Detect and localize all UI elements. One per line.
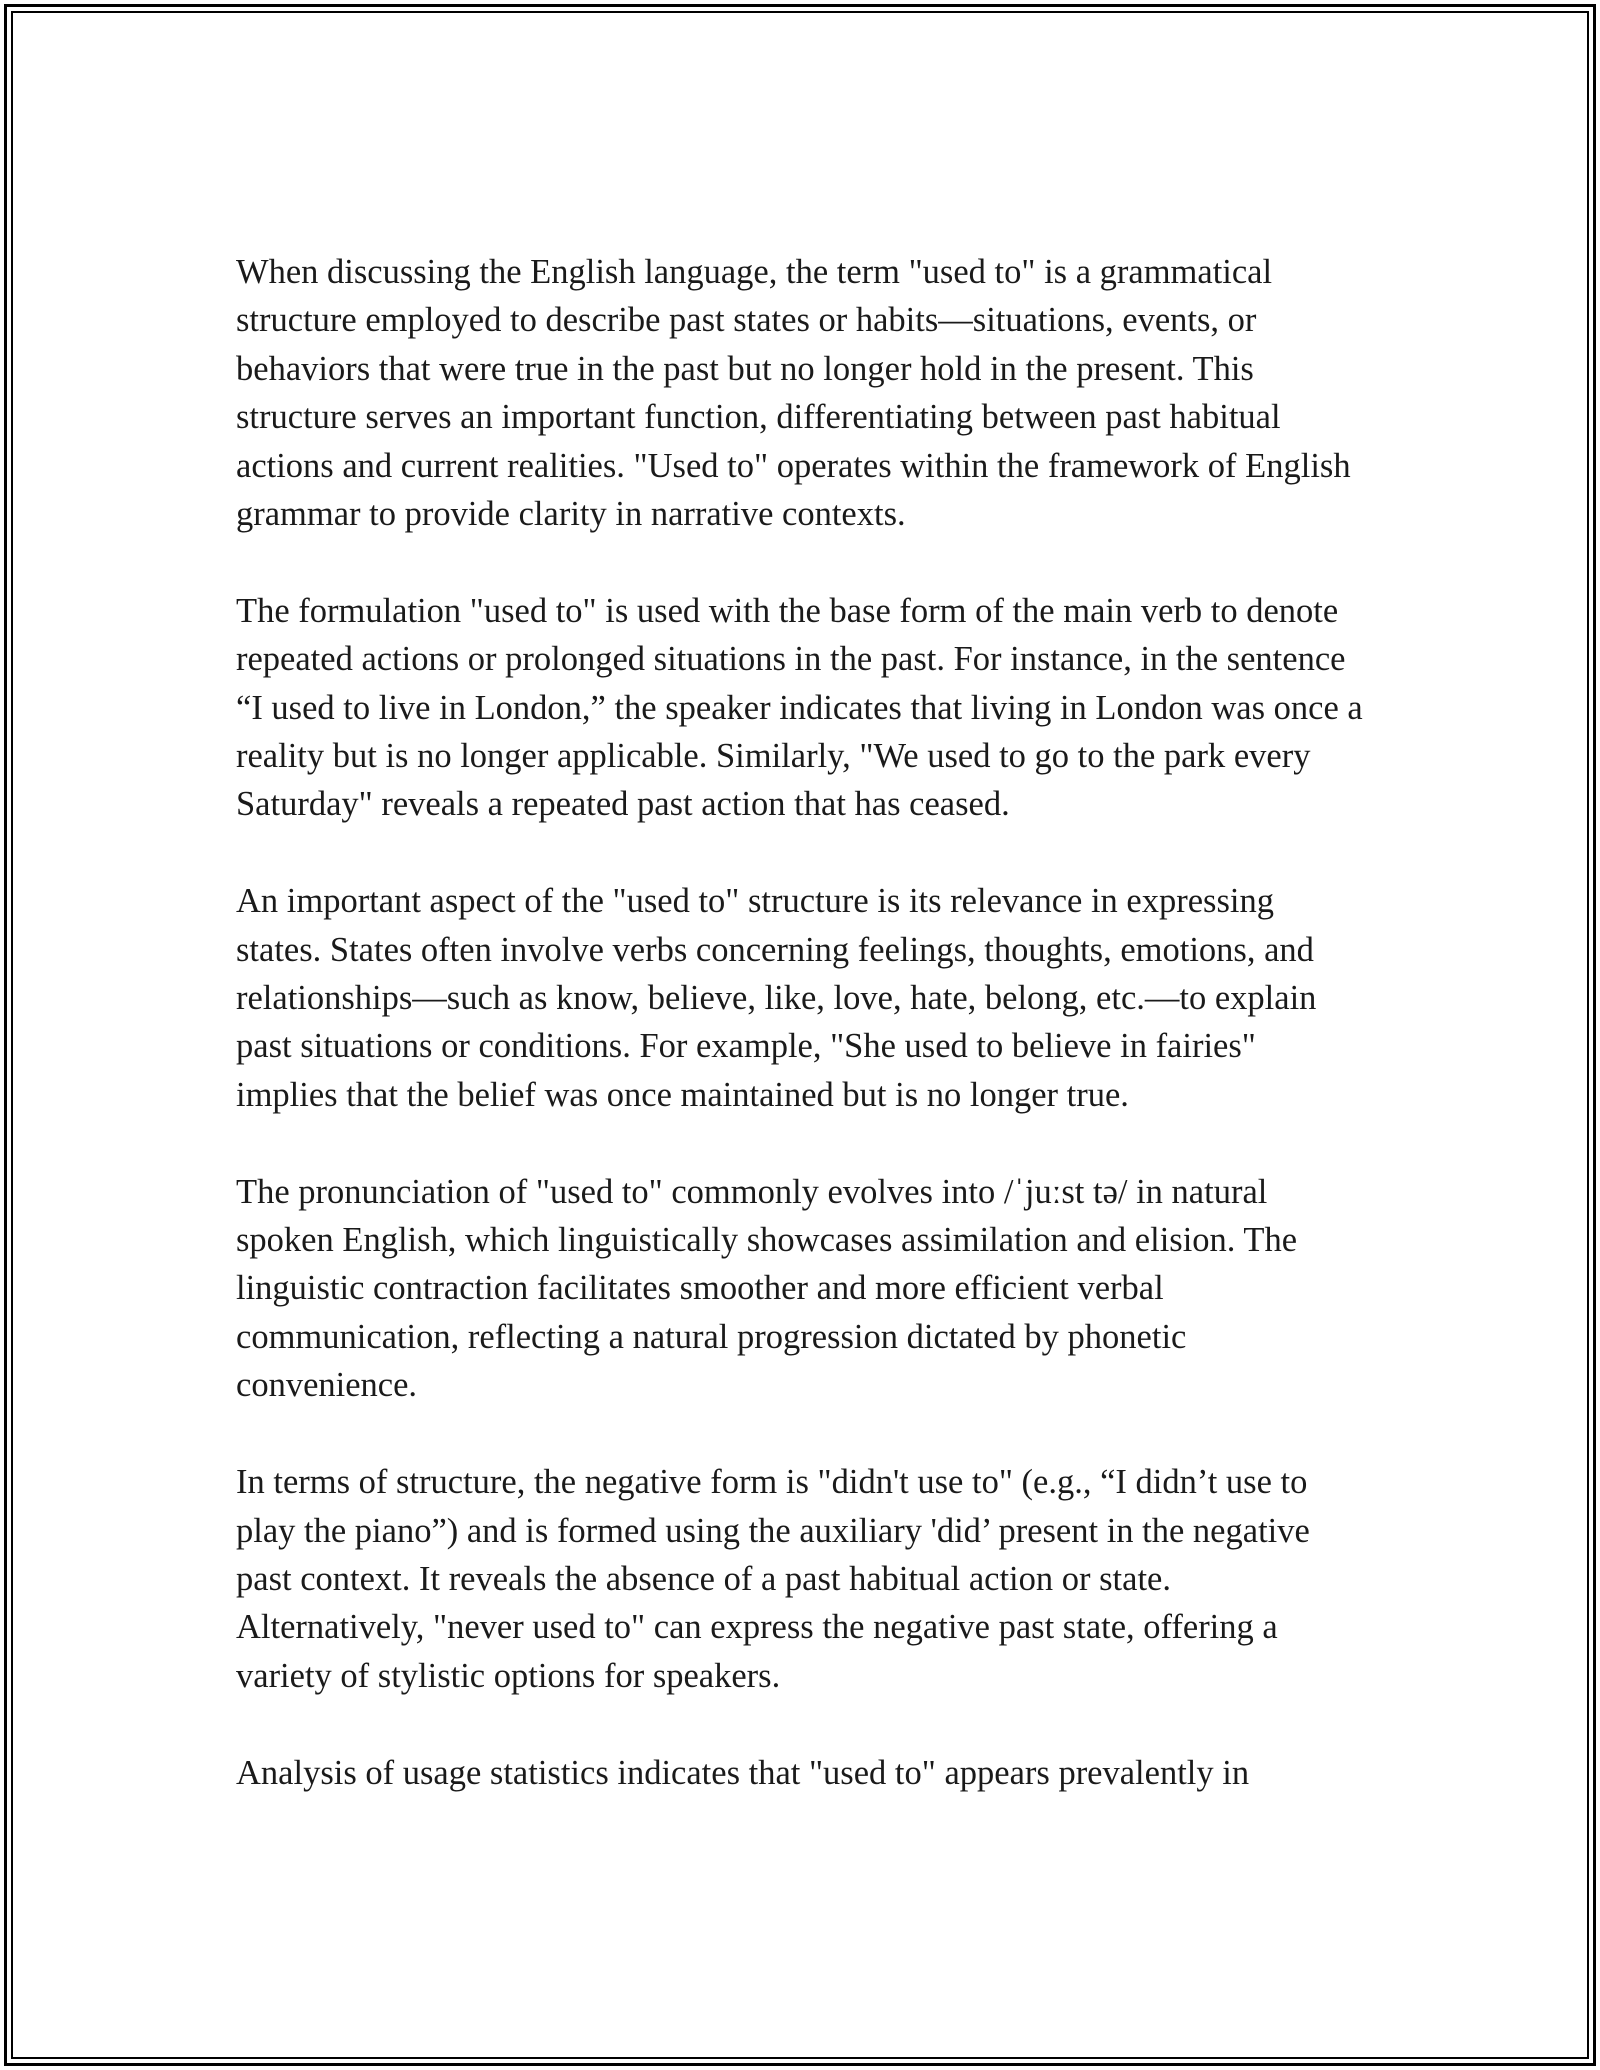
paragraph-3: An important aspect of the "used to" structure is its relevance in expressing states. States often involve verbs concerning feelings, thoughts, emotions, and relationships—such as know, believe, like, love, hate, belong, etc.—to explain past situations or conditions. For example, "She used to believe in fairies" implies that the belief was once maintained but is no longer true.	[236, 882, 1317, 1114]
paragraph-2: The formulation "used to" is used with the base form of the main verb to denote repeated actions or prolonged situations in the past. For instance, in the sentence “I used to live in London,” the speaker indicates that living in London was once a reality but is no longer applicable. Similarly, "We used to go to the park every Saturday" reveals a repeated past action that has ceased.	[236, 591, 1363, 824]
paragraph-6: Analysis of usage statistics indicates that "used to" appears prevalently in	[236, 1753, 1250, 1792]
paragraph-5: In terms of structure, the negative form is "didn't use to" (e.g., “I didn’t use to play the piano”) and is formed using the auxiliary 'did’ present in the negative past context. It reveals the absence of a past habitual action or state. Alternatively, "never used to" can express the negative past state, offering a variety of stylistic options for speakers.	[236, 1463, 1310, 1695]
document-body	[236, 248, 1366, 1845]
paragraph-4: The pronunciation of "used to" commonly evolves into /ˈjuːst tə/ in natural spoken English, which linguistically showcases assimilation and elision. The linguistic contraction facilitates smoother and more efficient verbal communication, reflecting a natural progression dictated by phonetic convenience.	[236, 1172, 1298, 1405]
paragraph-1: When discussing the English language, the term "used to" is a grammatical structure employed to describe past states or habits—situations, events, or behaviors that were true in the past but no longer hold in the present. This structure serves an important function, differentiating between past habitual actions and current realities. "Used to" operates within the framework of English grammar to provide clarity in narrative contexts.	[236, 253, 1351, 534]
